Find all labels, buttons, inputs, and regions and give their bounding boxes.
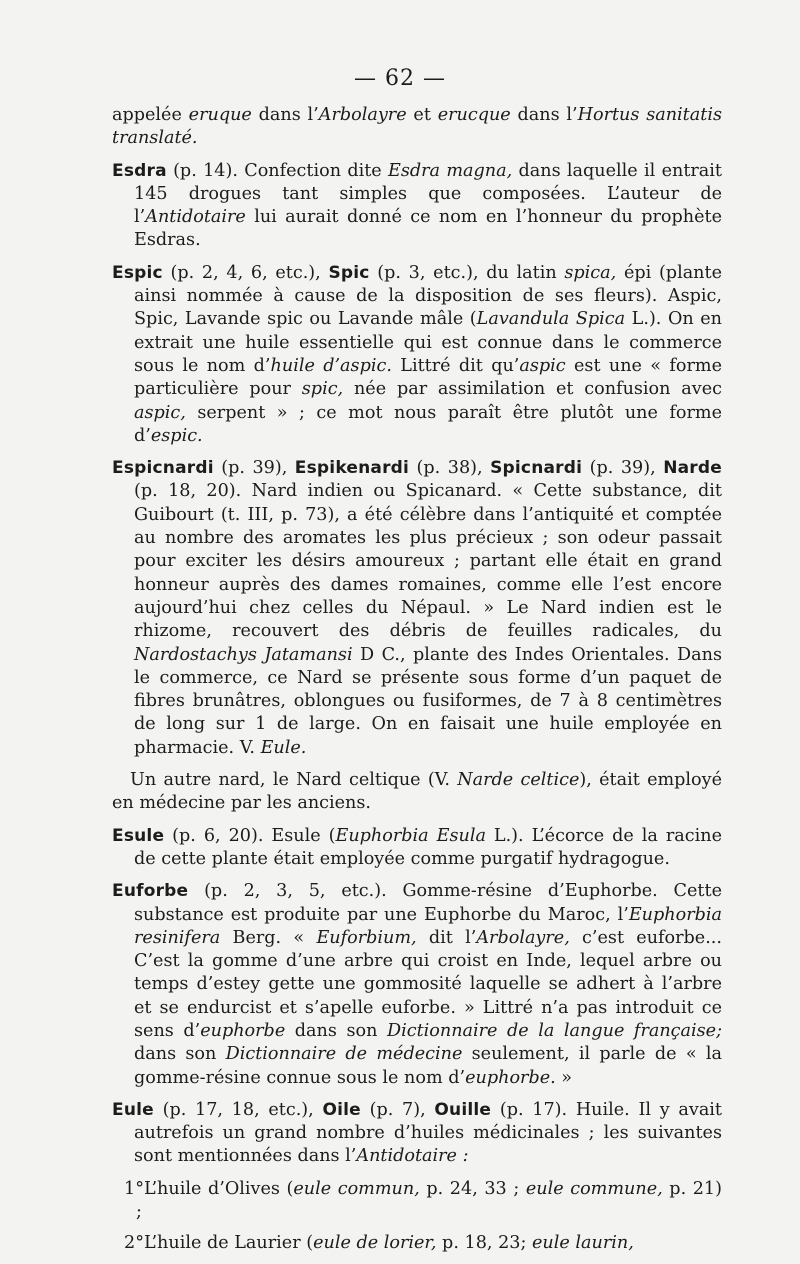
italic-text: aspic, xyxy=(134,402,186,423)
list-number: 2° xyxy=(124,1233,144,1254)
italic-text: eule commun, xyxy=(293,1178,420,1199)
text-run: dans son xyxy=(134,1044,226,1065)
text-run: p. 18, 23; xyxy=(436,1233,532,1254)
text-run: (p. 38), xyxy=(409,458,491,479)
italic-text: Narde celtice xyxy=(457,770,580,791)
text-run: Littré dit qu’ xyxy=(391,355,520,376)
text-run: née par assimilation et confusion avec xyxy=(343,379,722,400)
text-run: appelée xyxy=(112,105,189,125)
text-run: (p. 2, 4, 6, etc.), xyxy=(162,262,329,283)
text-run: dans son xyxy=(285,1020,387,1041)
list-item xyxy=(124,1178,722,1225)
entry-term: Esdra xyxy=(112,160,167,181)
italic-text: Dictionnaire de médecine xyxy=(225,1044,463,1065)
italic-text: spic, xyxy=(301,379,344,400)
text-run: lui aurait donné ce nom en l’honneur du prophète Esdras. xyxy=(134,207,722,251)
oil-list xyxy=(112,1178,722,1256)
italic-text: eule commune, xyxy=(525,1178,663,1199)
text-run: (p. 7), xyxy=(360,1099,435,1120)
text-run: p. 24, 33 ; xyxy=(419,1178,526,1199)
entry-term: Oile xyxy=(322,1099,361,1120)
text-run: (p. 3, etc.), du latin xyxy=(369,262,565,283)
text-run: ), était employé en médecine par les anciens. xyxy=(112,770,723,814)
entry-term: Spic xyxy=(328,262,370,283)
entry-cont-eruque xyxy=(112,104,722,151)
text-run: dans l’ xyxy=(251,105,319,125)
italic-text: Eule. xyxy=(260,737,307,758)
italic-text: Euphorbia Esula xyxy=(335,825,486,846)
italic-text: eruque xyxy=(188,105,252,125)
text-run: p. 21) ; xyxy=(136,1178,722,1223)
italic-text: euphorbe. xyxy=(465,1067,556,1088)
entry-espic xyxy=(112,262,722,448)
text-run: (p. 17, 18, etc.), xyxy=(153,1099,323,1120)
italic-text: Antidotaire xyxy=(145,207,246,228)
text-run: Berg. « xyxy=(220,927,317,948)
text-run: c’est euforbe... C’est la gomme d’une arbre qui croist en Inde, lequel arbre ou temps d’estey gette une gommosité laquelle se adhert à l’arbre et se endurcist et s’apelle euforbe. » Littré n’a pas introduit ce sens d’ xyxy=(134,927,722,1041)
italic-text: Euphorbia resinifera xyxy=(134,904,722,948)
entry-esule xyxy=(112,825,723,872)
entry-term: Narde xyxy=(663,458,722,479)
italic-text: huile d’aspic. xyxy=(270,355,392,376)
text-run: » xyxy=(555,1067,573,1088)
text-run: (p. 14). Confection dite xyxy=(166,160,389,181)
entry-espicnardi xyxy=(112,457,723,760)
entry-term: Espic xyxy=(112,262,163,283)
text-run: Un autre nard, le Nard celtique (V. xyxy=(130,770,458,791)
italic-text: aspic xyxy=(519,355,566,376)
italic-text: espic. xyxy=(150,425,203,446)
text-run: est une « forme particulière pour xyxy=(134,355,722,400)
text-run: (p. 18, 20). Nard indien ou Spicanard. « Cette substance, dit Guibourt (t. III, p. 73), a été célèbre dans l’antiquité et comptée au nombre des aromates les plus précieux ; son odeur passait pour exciter les désirs amoureux ; partant elle était en grand honneur auprès des dames romaines, comme elle l’est encore aujourd’hui chez celles du Népaul. » Le Nard indien est le rhizome, recouvert des débris de feuilles radicales, du xyxy=(134,481,722,642)
entry-term: Spicnardi xyxy=(490,458,583,479)
italic-text: Antidotaire : xyxy=(356,1146,469,1167)
italic-text: Arbolayre, xyxy=(476,927,570,948)
italic-text: erucque xyxy=(437,105,511,125)
italic-text: Euforbium, xyxy=(316,927,417,948)
italic-text: eule laurin, xyxy=(532,1233,634,1254)
text-run: (p. 2, 3, 5, etc.). Gomme-résine d’Euphorbe. Cette substance est produite par une Euphorbe du Maroc, l’ xyxy=(134,881,722,925)
entry-term: Ouille xyxy=(434,1099,492,1120)
entry-eule xyxy=(112,1099,723,1169)
italic-text: Lavandula Spica xyxy=(476,309,626,330)
text-run: et xyxy=(406,105,438,125)
italic-text: Nardostachys Jatamansi xyxy=(134,644,353,665)
dictionary-text xyxy=(112,104,722,1264)
italic-text: spica, xyxy=(564,262,617,283)
entry-espicnardi-2 xyxy=(112,769,722,816)
italic-text: eule de lorier, xyxy=(313,1233,437,1254)
list-number: 1° xyxy=(124,1178,144,1199)
text-run: L’huile de Laurier ( xyxy=(144,1233,314,1254)
text-run: épi (plante ainsi nommée à cause de la disposition de ses fleurs). Aspic, Spic, Lavande spic ou Lavande mâle ( xyxy=(134,262,722,330)
text-run: (p. 6, 20). Esule ( xyxy=(164,825,336,846)
text-run: (p. 39), xyxy=(582,458,664,479)
entry-term: Esule xyxy=(112,825,165,846)
text-run: seulement, il parle de « la gomme-résine connue sous le nom d’ xyxy=(134,1044,722,1088)
list-item xyxy=(124,1232,722,1255)
entry-term: Euforbe xyxy=(112,881,189,902)
italic-text: Hortus sanitatis translaté. xyxy=(112,105,722,149)
text-run: dans laquelle il entrait 145 drogues tant simples que composées. L’auteur de l’ xyxy=(134,160,722,228)
text-run: D C., plante des Indes Orientales. Dans le commerce, ce Nard se présente sous forme d’un paquet de fibres brunâtres, oblongues ou fusiformes, de 7 à 8 centimètres de long sur 1 de large. On en faisait une huile employée en pharmacie. V. xyxy=(134,644,723,758)
text-run: dans l’ xyxy=(510,105,578,125)
entry-term: Espicnardi xyxy=(112,458,214,479)
entry-term: Espikenardi xyxy=(294,458,410,479)
text-run: L.). On en extrait une huile essentielle qui est connue dans le commerce sous le nom d’ xyxy=(134,309,722,376)
italic-text: Dictionnaire de la langue française; xyxy=(386,1020,723,1041)
text-run: L’huile d’Olives ( xyxy=(144,1178,294,1199)
entries xyxy=(112,104,722,1169)
entry-esdra xyxy=(112,160,722,253)
text-run: serpent » ; ce mot nous paraît être plutôt une forme d’ xyxy=(134,402,722,446)
page-number: — 62 — xyxy=(354,66,446,91)
italic-text: euphorbe xyxy=(200,1020,286,1041)
entry-euforbe xyxy=(112,880,723,1090)
text-run: (p. 39), xyxy=(213,458,295,479)
text-run: (p. 17). Huile. Il y avait autrefois un grand nombre d’huiles médicinales ; les suivantes sont mentionnées dans l’ xyxy=(134,1099,723,1167)
italic-text: Arbolayre xyxy=(318,105,407,125)
entry-term: Eule xyxy=(112,1099,154,1120)
italic-text: Esdra magna, xyxy=(388,160,513,181)
text-run: L.). L’écorce de la racine de cette plante était employée comme purgatif hydragogue. xyxy=(134,825,723,869)
text-run: dit l’ xyxy=(416,927,477,948)
